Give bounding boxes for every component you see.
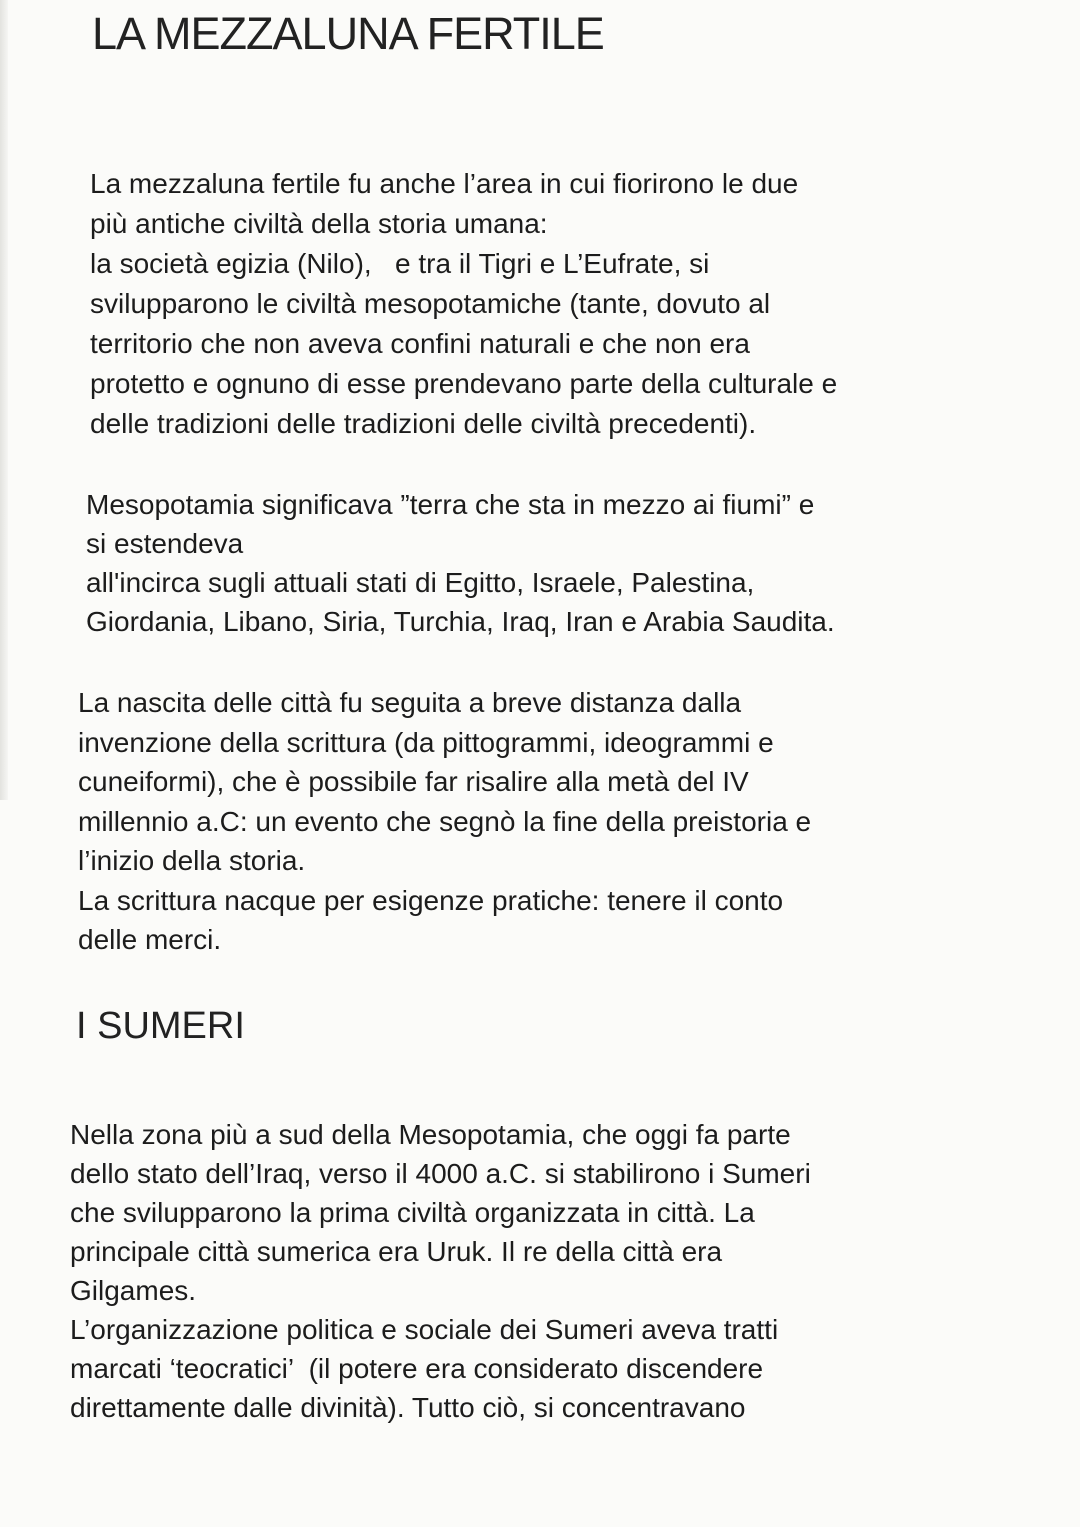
text-line: Mesopotamia significava ”terra che sta in mezzo ai fiumi” e: [86, 489, 815, 520]
text-line: invenzione della scrittura (da pittogrammi, ideogrammi e: [78, 726, 774, 758]
text-line: Nella zona più a sud della Mesopotamia, che oggi fa parte: [70, 1119, 791, 1150]
text-line: marcati ‘teocratici’ (il potere era considerato discendere: [70, 1353, 764, 1384]
text-line: l’inizio della storia.: [78, 845, 306, 876]
text-line: all'incirca sugli attuali stati di Egitto, Israele, Palestina,: [86, 567, 755, 598]
paragraph-sumeri: [70, 1115, 811, 1427]
text-line: delle merci.: [78, 924, 222, 955]
text-line: la società egizia (Nilo), e tra il Tigri e L’Eufrate, si: [90, 248, 710, 279]
text-line: più antiche civiltà della storia umana:: [90, 208, 548, 239]
text-line: La nascita delle città fu seguita a breve distanza dalla: [78, 687, 742, 718]
scan-edge-shadow: [0, 0, 8, 800]
text-line: delle tradizioni delle tradizioni delle civiltà precedenti).: [90, 408, 757, 439]
text-line: principale città sumerica era Uruk. Il re della città era: [70, 1236, 723, 1267]
text-line: direttamente dalle divinità). Tutto ciò, si concentravano: [70, 1392, 746, 1423]
text-line: che svilupparono la prima civiltà organizzata in città. La: [70, 1197, 755, 1228]
text-line: si estendeva: [86, 528, 244, 559]
section-heading-sumeri: I SUMERI: [76, 1005, 245, 1047]
text-line: svilupparono le civiltà mesopotamiche (tante, dovuto al: [90, 288, 771, 319]
text-line: Gilgames.: [70, 1275, 197, 1306]
text-line: millennio a.C: un evento che segnò la fine della preistoria e: [78, 805, 812, 837]
text-line: cuneiformi), che è possibile far risalire alla metà del IV: [78, 766, 749, 797]
paragraph-scrittura: [78, 683, 811, 960]
text-line: dello stato dell’Iraq, verso il 4000 a.C. si stabilirono i Sumeri: [70, 1158, 811, 1189]
paragraph-mesopotamia: [86, 485, 835, 641]
text-line: L’organizzazione politica e sociale dei Sumeri aveva tratti: [70, 1314, 779, 1345]
text-line: Giordania, Libano, Siria, Turchia, Iraq, Iran e Arabia Saudita.: [86, 606, 835, 637]
paragraph-mezzaluna: [90, 164, 837, 444]
text-line: La mezzaluna fertile fu anche l’area in cui fiorirono le due: [90, 168, 799, 199]
text-line: La scrittura nacque per esigenze pratiche: tenere il conto: [78, 884, 784, 916]
text-line: protetto e ognuno di esse prendevano parte della culturale e: [90, 368, 838, 399]
text-line: territorio che non aveva confini naturali e che non era: [90, 328, 750, 359]
page-title: LA MEZZALUNA FERTILE: [92, 8, 604, 59]
